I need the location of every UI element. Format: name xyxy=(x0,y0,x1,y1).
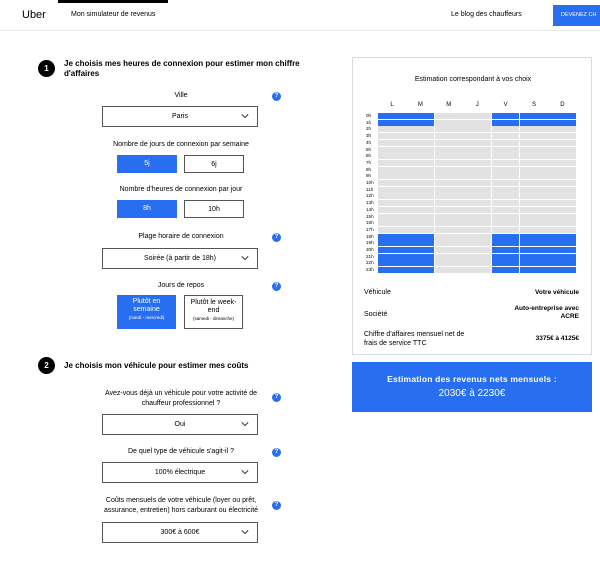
schedule-cell-inactive xyxy=(520,220,548,226)
schedule-cell-inactive xyxy=(406,180,434,186)
schedule-cell-inactive xyxy=(492,180,520,186)
schedule-cell-active xyxy=(406,240,434,246)
rest-weekend-sub: (samedi - dimanche) xyxy=(192,316,234,321)
schedule-cell-inactive xyxy=(520,187,548,193)
schedule-cell-inactive xyxy=(463,240,491,246)
schedule-cell-inactive xyxy=(435,120,463,126)
nav-blog-link[interactable]: Le blog des chauffeurs xyxy=(451,11,522,18)
schedule-cell-inactive xyxy=(435,214,463,220)
hour-label: 3h xyxy=(366,133,372,139)
step-1-badge: 1 xyxy=(38,60,55,77)
schedule-cell-inactive xyxy=(378,227,406,233)
company-info-value xyxy=(514,305,579,321)
schedule-cell-active xyxy=(548,254,576,260)
hour-label: 13h xyxy=(366,200,374,206)
hour-label: 22h xyxy=(366,260,374,266)
schedule-cell-inactive xyxy=(463,133,491,139)
hours-option-10h[interactable]: 10h xyxy=(184,200,244,218)
rest-weekend-option[interactable] xyxy=(184,295,243,329)
schedule-cell-inactive xyxy=(492,140,520,146)
schedule-cell-inactive xyxy=(406,167,434,173)
schedule-cell-inactive xyxy=(548,160,576,166)
hours-option-8h[interactable]: 8h xyxy=(117,200,177,218)
schedule-cell-active xyxy=(520,267,548,273)
top-navigation-bar xyxy=(0,0,600,31)
vehicle-info-label: Véhicule xyxy=(364,289,391,296)
day-header-1: M xyxy=(417,102,423,108)
schedule-cell-inactive xyxy=(492,227,520,233)
estimate-panel-title: Estimation correspondant à vos choix xyxy=(414,76,532,83)
city-select[interactable] xyxy=(102,106,258,127)
schedule-cell-inactive xyxy=(520,214,548,220)
schedule-cell-inactive xyxy=(378,207,406,213)
vehicle-select-value: Oui xyxy=(174,421,186,428)
schedule-cell-inactive xyxy=(492,126,520,132)
estimate-panel xyxy=(352,57,592,355)
schedule-cell-inactive xyxy=(378,214,406,220)
schedule-cell-active xyxy=(406,120,434,126)
schedule-cell-inactive xyxy=(435,153,463,159)
schedule-cell-inactive xyxy=(406,200,434,206)
schedule-cell-inactive xyxy=(492,214,520,220)
vehicle-question-line2: chauffeur professionnel ? xyxy=(141,400,221,407)
schedule-cell-active xyxy=(406,260,434,266)
schedule-cell-inactive xyxy=(435,200,463,206)
schedule-cell-inactive xyxy=(435,140,463,146)
schedule-cell-inactive xyxy=(435,220,463,226)
schedule-cell-inactive xyxy=(406,133,434,139)
schedule-cell-active xyxy=(520,260,548,266)
schedule-cell-inactive xyxy=(435,173,463,179)
schedule-cell-inactive xyxy=(548,153,576,159)
revenue-info-value: 3375€ à 4125€ xyxy=(535,335,579,342)
time-range-help-icon[interactable]: ? xyxy=(272,233,281,242)
schedule-cell-inactive xyxy=(492,160,520,166)
hours-label: Nombre d'heures de connexion par jour xyxy=(119,186,243,193)
schedule-cell-inactive xyxy=(520,227,548,233)
schedule-cell-inactive xyxy=(463,140,491,146)
schedule-cell-active xyxy=(406,113,434,119)
schedule-cell-inactive xyxy=(463,220,491,226)
city-help-icon[interactable]: ? xyxy=(272,92,281,101)
rest-days-label: Jours de repos xyxy=(157,282,205,289)
schedule-cell-inactive xyxy=(520,153,548,159)
hour-label: 17h xyxy=(366,226,374,232)
schedule-cell-active xyxy=(492,234,520,240)
revenue-info-label xyxy=(364,330,464,348)
day-header-2: M xyxy=(446,102,452,108)
time-range-select[interactable] xyxy=(102,248,258,269)
company-info-value-line2: ACRE xyxy=(560,313,579,320)
chevron-down-icon xyxy=(241,420,249,428)
schedule-cell-inactive xyxy=(463,234,491,240)
chevron-down-icon xyxy=(241,468,249,476)
rest-weekdays-option[interactable] xyxy=(117,295,176,329)
schedule-cell-inactive xyxy=(548,133,576,139)
schedule-cell-inactive xyxy=(378,193,406,199)
schedule-cell-inactive xyxy=(492,193,520,199)
city-select-value: Paris xyxy=(172,113,188,120)
schedule-cell-active xyxy=(406,247,434,253)
schedule-cell-inactive xyxy=(435,167,463,173)
schedule-cell-inactive xyxy=(548,220,576,226)
schedule-cell-inactive xyxy=(463,200,491,206)
schedule-cell-inactive xyxy=(378,220,406,226)
active-tab-indicator xyxy=(58,0,168,3)
schedule-cell-inactive xyxy=(378,153,406,159)
schedule-cell-inactive xyxy=(548,193,576,199)
schedule-cell-inactive xyxy=(378,147,406,153)
schedule-cell-inactive xyxy=(548,180,576,186)
revenue-info-label-line1: Chiffre d'affaires mensuel net de xyxy=(364,331,465,338)
vehicle-type-select[interactable] xyxy=(102,462,258,483)
schedule-cell-inactive xyxy=(406,214,434,220)
hour-label: 6h xyxy=(366,153,372,159)
schedule-cell-inactive xyxy=(520,167,548,173)
schedule-cell-active xyxy=(406,234,434,240)
schedule-cell-inactive xyxy=(378,200,406,206)
schedule-cell-inactive xyxy=(463,126,491,132)
vehicle-type-help-icon[interactable]: ? xyxy=(272,448,281,457)
schedule-cell-active xyxy=(492,267,520,273)
schedule-cell-inactive xyxy=(378,133,406,139)
schedule-cell-active xyxy=(378,254,406,260)
chevron-down-icon xyxy=(241,528,249,536)
city-label: Ville xyxy=(174,92,188,99)
schedule-cell-inactive xyxy=(463,153,491,159)
schedule-cell-inactive xyxy=(406,140,434,146)
schedule-cell-inactive xyxy=(548,147,576,153)
hour-label: 5h xyxy=(366,146,372,152)
vehicle-help-icon[interactable]: ? xyxy=(272,393,281,402)
become-driver-button[interactable]: DEVENEZ CH xyxy=(553,5,600,26)
schedule-cell-inactive xyxy=(520,207,548,213)
schedule-cell-inactive xyxy=(463,160,491,166)
schedule-cell-inactive xyxy=(435,240,463,246)
hour-label: 4h xyxy=(366,139,372,145)
hour-label: 12h xyxy=(366,193,374,199)
schedule-cell-inactive xyxy=(463,247,491,253)
schedule-cell-inactive xyxy=(435,260,463,266)
schedule-cell-inactive xyxy=(435,187,463,193)
schedule-cell-inactive xyxy=(463,173,491,179)
hour-label: 21h xyxy=(366,253,374,259)
nav-simulator-link[interactable]: Mon simulateur de revenus xyxy=(71,11,156,18)
schedule-cell-inactive xyxy=(520,133,548,139)
schedule-cell-inactive xyxy=(406,153,434,159)
chevron-down-icon xyxy=(241,112,249,120)
rest-weekdays-line1: Plutôt en xyxy=(132,298,161,305)
schedule-cell-inactive xyxy=(435,207,463,213)
schedule-cell-inactive xyxy=(406,173,434,179)
schedule-cell-inactive xyxy=(463,113,491,119)
vehicle-info-value: Votre véhicule xyxy=(535,289,579,296)
schedule-cell-active xyxy=(406,254,434,260)
hour-label: 2h xyxy=(366,126,372,132)
schedule-cell-active xyxy=(520,254,548,260)
day-header-5: S xyxy=(531,102,536,108)
schedule-cell-inactive xyxy=(463,214,491,220)
step-1-title-line2: d'affaires xyxy=(64,69,100,78)
schedule-cell-inactive xyxy=(520,160,548,166)
day-header-0: L xyxy=(390,102,394,108)
schedule-cell-inactive xyxy=(492,173,520,179)
schedule-cell-inactive xyxy=(406,187,434,193)
schedule-cell-inactive xyxy=(520,173,548,179)
schedule-cell-active xyxy=(492,120,520,126)
schedule-cell-active xyxy=(492,113,520,119)
schedule-cell-active xyxy=(378,247,406,253)
schedule-cell-inactive xyxy=(378,187,406,193)
schedule-cell-inactive xyxy=(463,207,491,213)
hour-label: 23h xyxy=(366,267,374,273)
net-income-title: Estimation des revenus nets mensuels : xyxy=(387,374,557,384)
schedule-cell-inactive xyxy=(435,254,463,260)
schedule-cell-inactive xyxy=(548,140,576,146)
schedule-cell-active xyxy=(548,240,576,246)
schedule-cell-inactive xyxy=(463,187,491,193)
schedule-cell-inactive xyxy=(435,147,463,153)
schedule-cell-active xyxy=(378,234,406,240)
vehicle-type-question: De quel type de véhicule s'agit-il ? xyxy=(127,448,234,455)
revenue-info-label-line2: frais de service TTC xyxy=(364,340,427,347)
schedule-cell-inactive xyxy=(520,147,548,153)
net-income-result xyxy=(352,362,592,412)
vehicle-type-select-value: 100% électrique xyxy=(154,469,206,476)
chevron-down-icon xyxy=(241,254,249,262)
schedule-cell-inactive xyxy=(435,234,463,240)
company-info-value-line1: Auto-entreprise avec xyxy=(514,305,579,312)
schedule-cell-inactive xyxy=(463,254,491,260)
hour-label: 16h xyxy=(366,220,374,226)
costs-select[interactable] xyxy=(102,522,258,543)
schedule-cell-inactive xyxy=(492,220,520,226)
schedule-cell-inactive xyxy=(548,173,576,179)
schedule-cell-inactive xyxy=(378,160,406,166)
vehicle-info-row xyxy=(364,288,579,300)
uber-logo[interactable]: Uber xyxy=(22,9,46,21)
schedule-cell-inactive xyxy=(492,133,520,139)
schedule-cell-inactive xyxy=(520,200,548,206)
schedule-cell-inactive xyxy=(378,126,406,132)
schedule-cell-active xyxy=(548,234,576,240)
schedule-cell-inactive xyxy=(435,113,463,119)
schedule-cell-inactive xyxy=(548,214,576,220)
schedule-cell-inactive xyxy=(548,187,576,193)
schedule-cell-active xyxy=(492,254,520,260)
rest-weekdays-line2: semaine xyxy=(133,306,160,313)
schedule-cell-inactive xyxy=(378,173,406,179)
schedule-cell-inactive xyxy=(463,120,491,126)
company-info-label: Société xyxy=(364,311,388,318)
schedule-cell-active xyxy=(492,240,520,246)
rest-weekend-line1: Plutôt le week- xyxy=(190,299,237,306)
time-range-select-value: Soirée (à partir de 18h) xyxy=(144,255,216,262)
step-2-badge: 2 xyxy=(38,357,55,374)
days-label: Nombre de jours de connexion par semaine xyxy=(113,141,249,148)
schedule-cell-active xyxy=(406,267,434,273)
schedule-cell-active xyxy=(548,120,576,126)
schedule-cell-inactive xyxy=(406,193,434,199)
rest-weekdays-sub: (mardi - mercredi) xyxy=(128,315,165,320)
schedule-cell-active xyxy=(548,260,576,266)
schedule-cell-inactive xyxy=(492,200,520,206)
hour-label: 18h xyxy=(366,233,374,239)
schedule-cell-inactive xyxy=(463,267,491,273)
schedule-cell-inactive xyxy=(492,147,520,153)
schedule-cell-inactive xyxy=(492,187,520,193)
hour-label: 15h xyxy=(366,213,374,219)
schedule-cell-inactive xyxy=(435,126,463,132)
schedule-cell-active xyxy=(520,113,548,119)
day-header-6: D xyxy=(560,102,565,108)
schedule-cell-inactive xyxy=(378,180,406,186)
revenue-info-row xyxy=(364,330,579,350)
hour-label: 7h xyxy=(366,159,372,165)
schedule-cell-active xyxy=(378,267,406,273)
days-option-5j[interactable]: 5j xyxy=(117,155,177,173)
schedule-cell-inactive xyxy=(548,167,576,173)
costs-help-icon[interactable]: ? xyxy=(272,501,281,510)
schedule-cell-inactive xyxy=(492,167,520,173)
schedule-cell-inactive xyxy=(406,207,434,213)
costs-question-line2: assurance, entretien) hors carburant ou électricité xyxy=(103,507,259,514)
schedule-cell-inactive xyxy=(406,147,434,153)
schedule-cell-inactive xyxy=(463,260,491,266)
step-2-title: Je choisis mon véhicule pour estimer mes coûts xyxy=(64,361,249,370)
schedule-cell-inactive xyxy=(520,180,548,186)
days-option-6j[interactable]: 6j xyxy=(184,155,244,173)
vehicle-select[interactable] xyxy=(102,414,258,435)
schedule-cell-inactive xyxy=(463,193,491,199)
schedule-cell-inactive xyxy=(463,147,491,153)
schedule-cell-inactive xyxy=(492,153,520,159)
hour-label: 1h xyxy=(366,119,372,125)
hour-label: 19h xyxy=(366,240,374,246)
schedule-cell-inactive xyxy=(548,200,576,206)
schedule-cell-inactive xyxy=(406,227,434,233)
day-header-4: V xyxy=(503,102,508,108)
schedule-cell-inactive xyxy=(463,167,491,173)
schedule-cell-active xyxy=(520,234,548,240)
schedule-cell-inactive xyxy=(463,227,491,233)
hour-label: 14h xyxy=(366,206,374,212)
hour-label: 8h xyxy=(366,166,372,172)
schedule-cell-active xyxy=(492,260,520,266)
schedule-cell-inactive xyxy=(378,167,406,173)
schedule-cell-active xyxy=(378,113,406,119)
schedule-cell-active xyxy=(520,247,548,253)
hour-label: 10h xyxy=(366,180,374,185)
costs-select-value: 300€ à 600€ xyxy=(160,529,200,536)
net-income-value: 2030€ à 2230€ xyxy=(438,388,506,399)
company-info-row xyxy=(364,305,579,325)
schedule-cell-inactive xyxy=(520,140,548,146)
schedule-cell-inactive xyxy=(548,207,576,213)
schedule-cell-active xyxy=(520,240,548,246)
schedule-cell-active xyxy=(378,240,406,246)
schedule-cell-active xyxy=(378,120,406,126)
schedule-cell-active xyxy=(548,113,576,119)
schedule-cell-inactive xyxy=(435,160,463,166)
costs-question-line1: Coûts mensuels de votre véhicule (loyer ou prêt, xyxy=(105,497,257,504)
hour-label: 11h xyxy=(366,186,374,192)
schedule-cell-active xyxy=(548,247,576,253)
schedule-cell-active xyxy=(378,260,406,266)
schedule-cell-inactive xyxy=(463,180,491,186)
schedule-cell-inactive xyxy=(435,227,463,233)
hour-label: 0h xyxy=(366,113,372,118)
schedule-cell-inactive xyxy=(435,267,463,273)
schedule-cell-inactive xyxy=(548,227,576,233)
schedule-cell-inactive xyxy=(435,133,463,139)
schedule-cell-active xyxy=(548,267,576,273)
schedule-cell-inactive xyxy=(520,126,548,132)
step-1-title-line1: Je choisis mes heures de connexion pour estimer mon chiffre xyxy=(64,59,300,68)
schedule-cell-inactive xyxy=(492,207,520,213)
schedule-cell-active xyxy=(520,120,548,126)
day-header-3: J xyxy=(475,102,479,108)
hour-label: 20h xyxy=(366,247,374,252)
rest-days-help-icon[interactable]: ? xyxy=(272,282,281,291)
schedule-cell-inactive xyxy=(406,126,434,132)
schedule-cell-inactive xyxy=(435,247,463,253)
schedule-cell-inactive xyxy=(378,140,406,146)
vehicle-question-line1: Avez-vous déjà un véhicule pour votre activité de xyxy=(104,390,257,397)
time-range-label: Plage horaire de connexion xyxy=(138,233,224,240)
schedule-cell-inactive xyxy=(406,220,434,226)
schedule-cell-inactive xyxy=(435,180,463,186)
hour-label: 9h xyxy=(366,173,372,179)
schedule-cell-inactive xyxy=(548,126,576,132)
schedule-cell-inactive xyxy=(406,160,434,166)
rest-weekend-line2: end xyxy=(207,307,220,314)
schedule-cell-inactive xyxy=(435,193,463,199)
schedule-cell-inactive xyxy=(520,193,548,199)
schedule-cell-active xyxy=(492,247,520,253)
